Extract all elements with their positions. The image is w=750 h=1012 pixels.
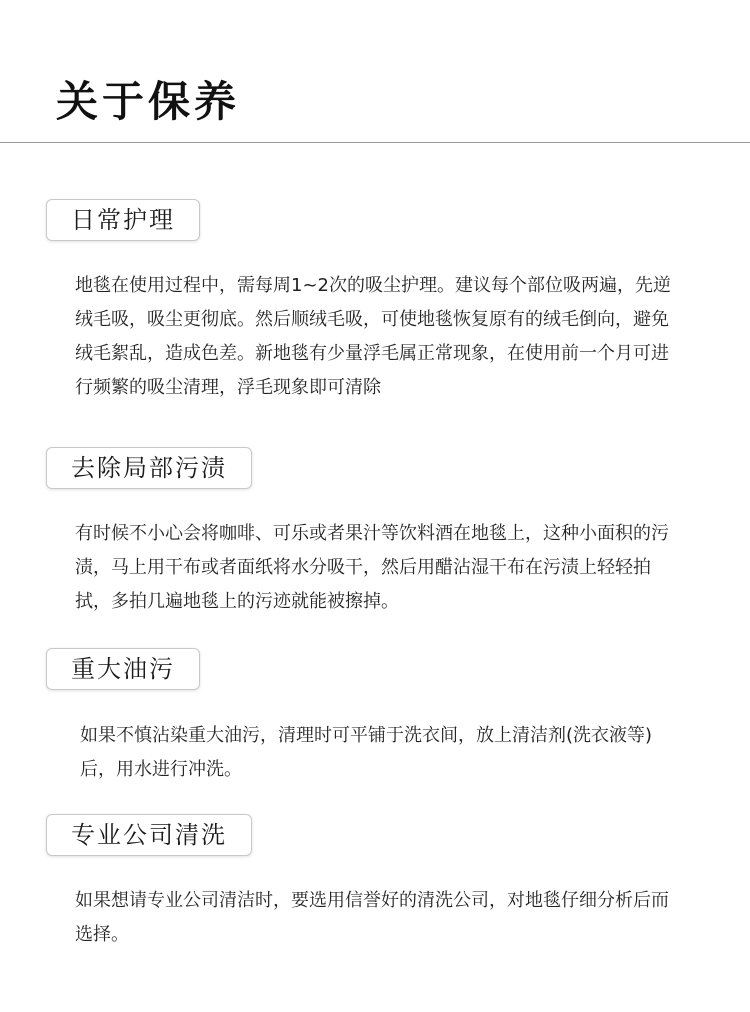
section-heading-professional-cleaning: 专业公司清洗: [46, 814, 252, 856]
section-heading-stain-removal: 去除局部污渍: [46, 447, 252, 489]
page-title: 关于保养: [56, 77, 241, 126]
section-body-stain-removal: 有时候不小心会将咖啡、可乐或者果汁等饮料酒在地毯上，这种小面积的污渍，马上用干布或者面纸将水分吸干，然后用醋沾湿干布在污渍上轻轻拍拭，多拍几遍地毯上的污迹就能被擦掉。: [75, 523, 669, 612]
title-divider: [0, 142, 750, 143]
section-body-professional-cleaning: 如果想请专业公司清洁时，要选用信誉好的清洗公司，对地毯仔细分析后而选择。: [75, 890, 669, 945]
section-body-heavy-oil: 如果不慎沾染重大油污，清理时可平铺于洗衣间，放上清洁剂(洗衣液等)后，用水进行冲洗。: [80, 725, 653, 780]
section-heading-heavy-oil: 重大油污: [46, 648, 200, 690]
section-body-daily-care: 地毯在使用过程中，需每周1~2次的吸尘护理。建议每个部位吸两遍，先逆绒毛吸，吸尘更彻底。然后顺绒毛吸，可使地毯恢复原有的绒毛倒向，避免绒毛絮乱，造成色差。新地毯有少量浮毛属正常现象，在使用前一个月可进行频繁的吸尘清理，浮毛现象即可清除: [75, 275, 671, 398]
section-heading-daily-care: 日常护理: [46, 199, 200, 241]
